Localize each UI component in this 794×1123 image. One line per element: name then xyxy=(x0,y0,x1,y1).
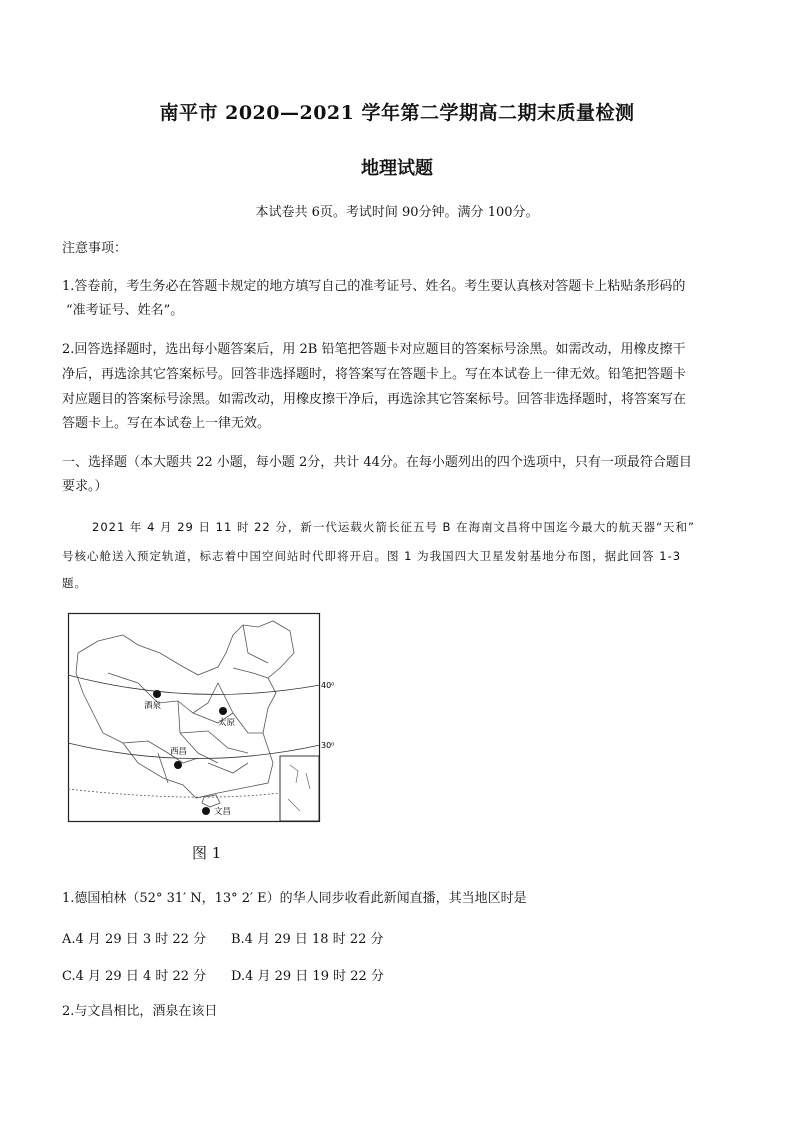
section-heading-line-1: 一、选择题（本大题共 22 小题，每小题 2分，共计 44分。在每小题列出的四个选项中，只有一项最符合题目 xyxy=(62,455,692,470)
question-1-option-a[interactable]: A.4 月 29 日 3 时 22 分 xyxy=(62,932,207,947)
question-2-stem: 2.与文昌相比，酒泉在该日 xyxy=(62,1004,218,1019)
latitude-40-label: 40⁰ xyxy=(321,681,335,690)
wenchang-label: 文昌 xyxy=(214,807,232,817)
passage-line-1: 2021 年 4 月 29 日 11 时 22 分，新一代运载火箭长征五号 B 在海南文昌将中国迄今最大的航天器“天和” xyxy=(92,520,695,534)
jiuquan-label: 酒泉 xyxy=(144,701,162,711)
china-launch-sites-map xyxy=(68,613,335,822)
taiyuan-label: 太原 xyxy=(218,718,236,728)
question-1-option-c[interactable]: C.4 月 29 日 4 时 22 分 xyxy=(62,969,207,984)
notice-item-2-line-4: 答题卡上。写在本试卷上一律无效。 xyxy=(62,416,271,431)
exam-info: 本试卷共 6页。考试时间 90分钟。满分 100分。 xyxy=(255,205,539,220)
xichang-marker xyxy=(174,761,182,769)
passage-line-2: 号核心舱送入预定轨道，标志着中国空间站时代即将开启。图 1 为我国四大卫星发射基地分布图，据此回答 1-3 xyxy=(62,549,682,563)
wenchang-marker xyxy=(202,807,210,815)
notice-item-1-line-1: 1.答卷前，考生务必在答题卡规定的地方填写自己的准考证号、姓名。考生要认真核对答题卡上粘贴条形码的 xyxy=(62,279,686,294)
notice-heading: 注意事项： xyxy=(62,241,128,256)
taiyuan-marker xyxy=(219,707,227,715)
page-subtitle: 地理试题 xyxy=(361,158,433,179)
south-china-sea-inset xyxy=(280,756,319,821)
notice-item-1-line-2: “准考证号、姓名”。 xyxy=(66,303,184,318)
xichang-label: 西昌 xyxy=(170,747,188,757)
question-1-stem: 1.德国柏林（52° 31′ N，13° 2′ E）的华人同步收看此新闻直播，其当地区时是 xyxy=(62,891,527,906)
jiuquan-marker xyxy=(153,690,161,698)
figure-caption: 图 1 xyxy=(192,844,222,862)
question-1-option-d[interactable]: D.4 月 29 日 19 时 22 分 xyxy=(231,969,384,984)
notice-item-2-line-2: 净后，再选涂其它答案标号。回答非选择题时，将答案写在答题卡上。写在本试卷上一律无效。铅笔把答题卡 xyxy=(62,367,687,382)
section-heading-line-2: 要求。） xyxy=(62,479,108,494)
latitude-30-label: 30⁰ xyxy=(321,741,335,750)
passage-line-3: 题。 xyxy=(62,576,87,590)
question-1-option-b[interactable]: B.4 月 29 日 18 时 22 分 xyxy=(231,932,384,947)
page-title: 南平市 2020—2021 学年第二学期高二期末质量检测 xyxy=(159,102,635,124)
notice-item-2-line-3: 对应题目的答案标号涂黑。如需改动，用橡皮擦干净后，再选涂其它答案标号。回答非选择题时，将答案写在 xyxy=(62,392,687,407)
notice-item-2-line-1: 2.回答选择题时，选出每小题答案后，用 2B 铅笔把答题卡对应题目的答案标号涂黑。如需改动，用橡皮擦干 xyxy=(62,342,686,357)
